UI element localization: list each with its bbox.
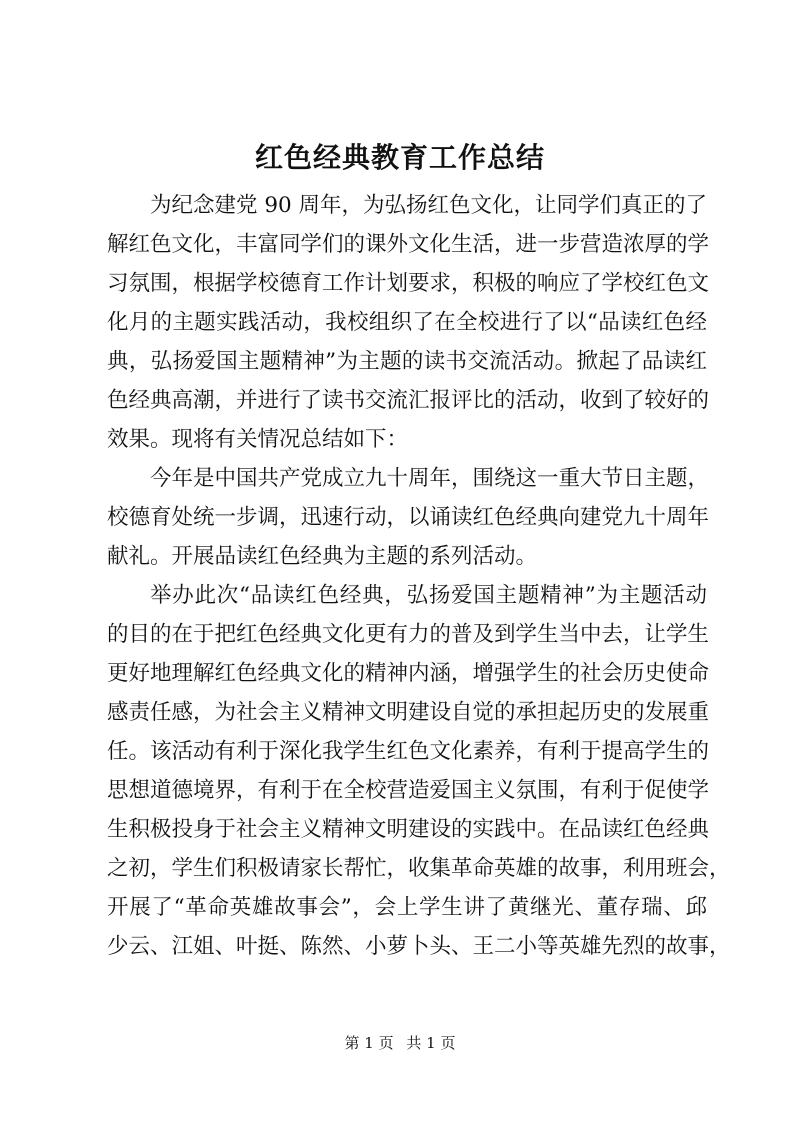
paragraph-1-line-3: 习氛围，根据学校德育工作计划要求，积极的响应了学校红色文 (107, 271, 710, 296)
paragraph-3-line-5: 任。该活动有利于深化我学生红色文化素养，有利于提高学生的 (107, 739, 710, 764)
document-title: 红色经典教育工作总结 (254, 141, 545, 174)
page-number: 第 1 页 (344, 1034, 394, 1052)
paragraph-1-line-7: 效果。现将有关情况总结如下： (107, 427, 409, 452)
paragraph-3-line-6: 思想道德境界，有利于在全校营造爱国主义氛围，有利于促使学 (107, 778, 710, 803)
page-footer (0, 1032, 800, 1054)
paragraph-1-line-5: 典，弘扬爱国主题精神”为主题的读书交流活动。掀起了品读红 (107, 349, 707, 374)
paragraph-3-line-10: 少云、江姐、叶挺、陈然、小萝卜头、王二小等英雄先烈的故事， (107, 934, 731, 959)
paragraph-3-line-7: 生积极投身于社会主义精神文明建设的实践中。在品读红色经典 (107, 817, 710, 842)
paragraph-2-line-2: 校德育处统一步调，迅速行动，以诵读红色经典向建党九十周年 (107, 505, 710, 530)
paragraph-3-line-1: 举办此次“品读红色经典，弘扬爱国主题精神”为主题活动 (150, 583, 707, 608)
paragraph-2-line-3: 献礼。开展品读红色经典为主题的系列活动。 (107, 544, 538, 569)
page-total: 共 1 页 (406, 1034, 456, 1052)
paragraph-1-line-1: 为纪念建党 90 周年，为弘扬红色文化，让同学们真正的了 (150, 193, 708, 218)
paragraph-2-line-1: 今年是中国共产党成立九十周年，围绕这一重大节日主题， (150, 466, 710, 491)
paragraph-1-line-4: 化月的主题实践活动，我校组织了在全校进行了以“品读红色经 (107, 310, 707, 335)
paragraph-3-line-9: 开展了“革命英雄故事会”，会上学生讲了黄继光、董存瑞、邱 (107, 895, 707, 920)
document-body (107, 186, 731, 966)
paragraph-3-line-4: 感责任感，为社会主义精神文明建设自觉的承担起历史的发展重 (107, 700, 710, 725)
paragraph-3-line-2: 的目的在于把红色经典文化更有力的普及到学生当中去，让学生 (107, 622, 710, 647)
paragraph-3-line-8: 之初，学生们积极请家长帮忙，收集革命英雄的故事，利用班会， (107, 856, 731, 881)
paragraph-1-line-6: 色经典高潮，并进行了读书交流汇报评比的活动，收到了较好的 (107, 388, 710, 413)
paragraph-3-line-3: 更好地理解红色经典文化的精神内涵，增强学生的社会历史使命 (107, 661, 710, 686)
paragraph-1-line-2: 解红色文化，丰富同学们的课外文化生活，进一步营造浓厚的学 (107, 232, 710, 257)
